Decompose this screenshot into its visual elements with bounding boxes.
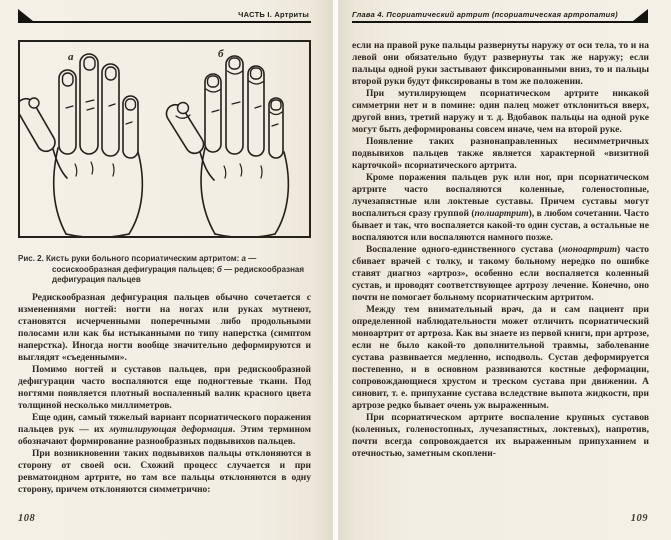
- text-run: если на правой руке пальцы развернуты наружу от оси тела, то и на левой они обязательно будут развернуты так же наружу; если пальцы одной руки застывают фиксированными вниз, то и пальцы второй руки будут фиксированы в том же положении.: [352, 41, 649, 87]
- paragraph: [18, 448, 311, 496]
- paragraph: [352, 40, 649, 88]
- caption-text: — сосискообразная дефигурация пальцев;: [52, 254, 257, 274]
- header-rule: [18, 21, 311, 23]
- text-run: При псориатическом артрите воспаление крупных суставов (коленных, голеностопных, лучезапястных, локтевых), напротив, почти всегда сопровождается их выраженным припуханием и отечностью, заметным скоплени-: [352, 413, 649, 459]
- text-run: Появление таких разнонаправленных несимметричных подвывихов пальцев также является характерной «визитной карточкой» псориатического артрита.: [352, 137, 649, 171]
- header-rule: [352, 21, 648, 23]
- page-number: 108: [18, 513, 36, 524]
- right-body-text: [352, 40, 649, 460]
- left-body-text: [18, 292, 311, 496]
- caption-ref-a: а: [241, 254, 246, 263]
- paragraph: [352, 172, 649, 244]
- paragraph: [18, 412, 311, 448]
- figure-caption: [18, 254, 311, 286]
- paragraph: [352, 304, 649, 412]
- text-run: ) часто сбивает врачей с толку, и такому больному нередко по ошибке ставят диагноз «артроз», особенно если воспаляется коленный сустав, и проводят соответствующее артрозу лечение. Конечно, оно почти не помогает больному псориатическим артритом.: [352, 245, 649, 303]
- caption-text: — редискообразная дефигурация пальцев: [52, 264, 305, 284]
- caption-ref-b: б: [216, 264, 222, 274]
- figure-label-a: а: [68, 51, 74, 63]
- corner-triangle-icon: [18, 9, 33, 21]
- text-run-emphasis: полиартрит: [474, 209, 529, 219]
- running-head-text: Глава 4. Псориатический артрит (псориатическая артропатия): [352, 10, 618, 19]
- text-run-emphasis: моноартрит: [561, 245, 617, 255]
- text-run: Между тем внимательный врач, да и сам пациент при определенной наблюдательности может отличить псориатический моноартрит от артроза. Как вы знаете из первой книги, при артрозе, если не было какой-то дополнительной травмы, заболевание сустава развивается медленно, исподволь. Сустав деформируется постепенно, и в основном развиваются костные деформации, сопровождающиеся хрустом и треском сустава при движении. А синовит, т. е. припухание сустава вследствие выпота жидкости, при артрозе редко бывает очень уж выраженным.: [352, 305, 649, 411]
- text-run: . Этим термином обозначают формирование разнообразных подвывихов пальцев.: [18, 425, 311, 447]
- text-run: Еще один, самый тяжелый вариант псориатического поражения пальцев рук — их: [18, 413, 311, 435]
- text-run: Воспаление одного-единственного сустава (: [366, 245, 562, 255]
- caption-text: Кисть руки больного псориатическим артритом:: [43, 254, 242, 263]
- text-run: Редискообразная дефигурация пальцев обычно сочетается с изменениями ногтей: ногти на ногах или руках мутнеют, становятся исчерченными поперечными либо продольными полосами или как бы истыканными по типу наперстка (симптом наперстка). Иногда ногти вообще значительно деформируются и выглядят «съеденными».: [18, 293, 311, 363]
- paragraph: [18, 292, 311, 364]
- right-running-head: [352, 0, 648, 24]
- text-run-emphasis: мутилирующая деформация: [109, 425, 233, 435]
- text-run: При возникновении таких подвывихов пальцы отклоняются в сторону от своей оси. Схожий процесс случается и при ревматоидном артрите, но там все пальцы отклоняются в одну сторону, причем отклоняются симметрично:: [18, 449, 311, 495]
- hands-illustration: [20, 42, 309, 236]
- paragraph: [352, 88, 649, 136]
- text-run: При мутилирующем псориатическом артрите никакой симметрии нет и в помине: один палец может отклониться вверх, другой вниз, третий наружу и т. д. Вдобавок пальцы на одной руке могут быть деформированы совсем иначе, чем на второй руке.: [352, 89, 649, 135]
- paragraph: [352, 136, 649, 172]
- hand-b: [163, 56, 288, 236]
- text-run: ), в любом сочетании. Часто бывает и так, что воспаляется какой-то один сустав, а остальные не воспаляются или воспаляются намного позже.: [352, 209, 649, 243]
- paragraph: [18, 364, 311, 412]
- caption-lead: Рис. 2.: [18, 254, 44, 263]
- figure-label-b: б: [218, 48, 224, 60]
- paragraph: [352, 244, 649, 304]
- running-head-text: ЧАСТЬ I. Артриты: [238, 10, 309, 19]
- hand-a: [20, 54, 142, 236]
- paragraph: [352, 412, 649, 460]
- figure-box: [18, 40, 311, 238]
- left-page: [0, 0, 333, 540]
- text-run: Помимо ногтей и суставов пальцев, при редискообразной дефигурации часто воспаляются еще подногтевые ткани. Под ногтями появляется плотный воспаленный валик красного цвета толщиной несколько миллиметров.: [18, 365, 311, 411]
- corner-triangle-icon: [633, 9, 648, 21]
- left-running-head: [18, 0, 311, 24]
- right-page: [338, 0, 671, 540]
- page-number: 109: [630, 513, 648, 524]
- text-run: Кроме поражения пальцев рук или ног, при псориатическом артрите часто воспаляются коленные, голеностопные, лучезапястные или локтевые суставы. Причем суставы могут воспалиться сразу группой (: [352, 173, 649, 219]
